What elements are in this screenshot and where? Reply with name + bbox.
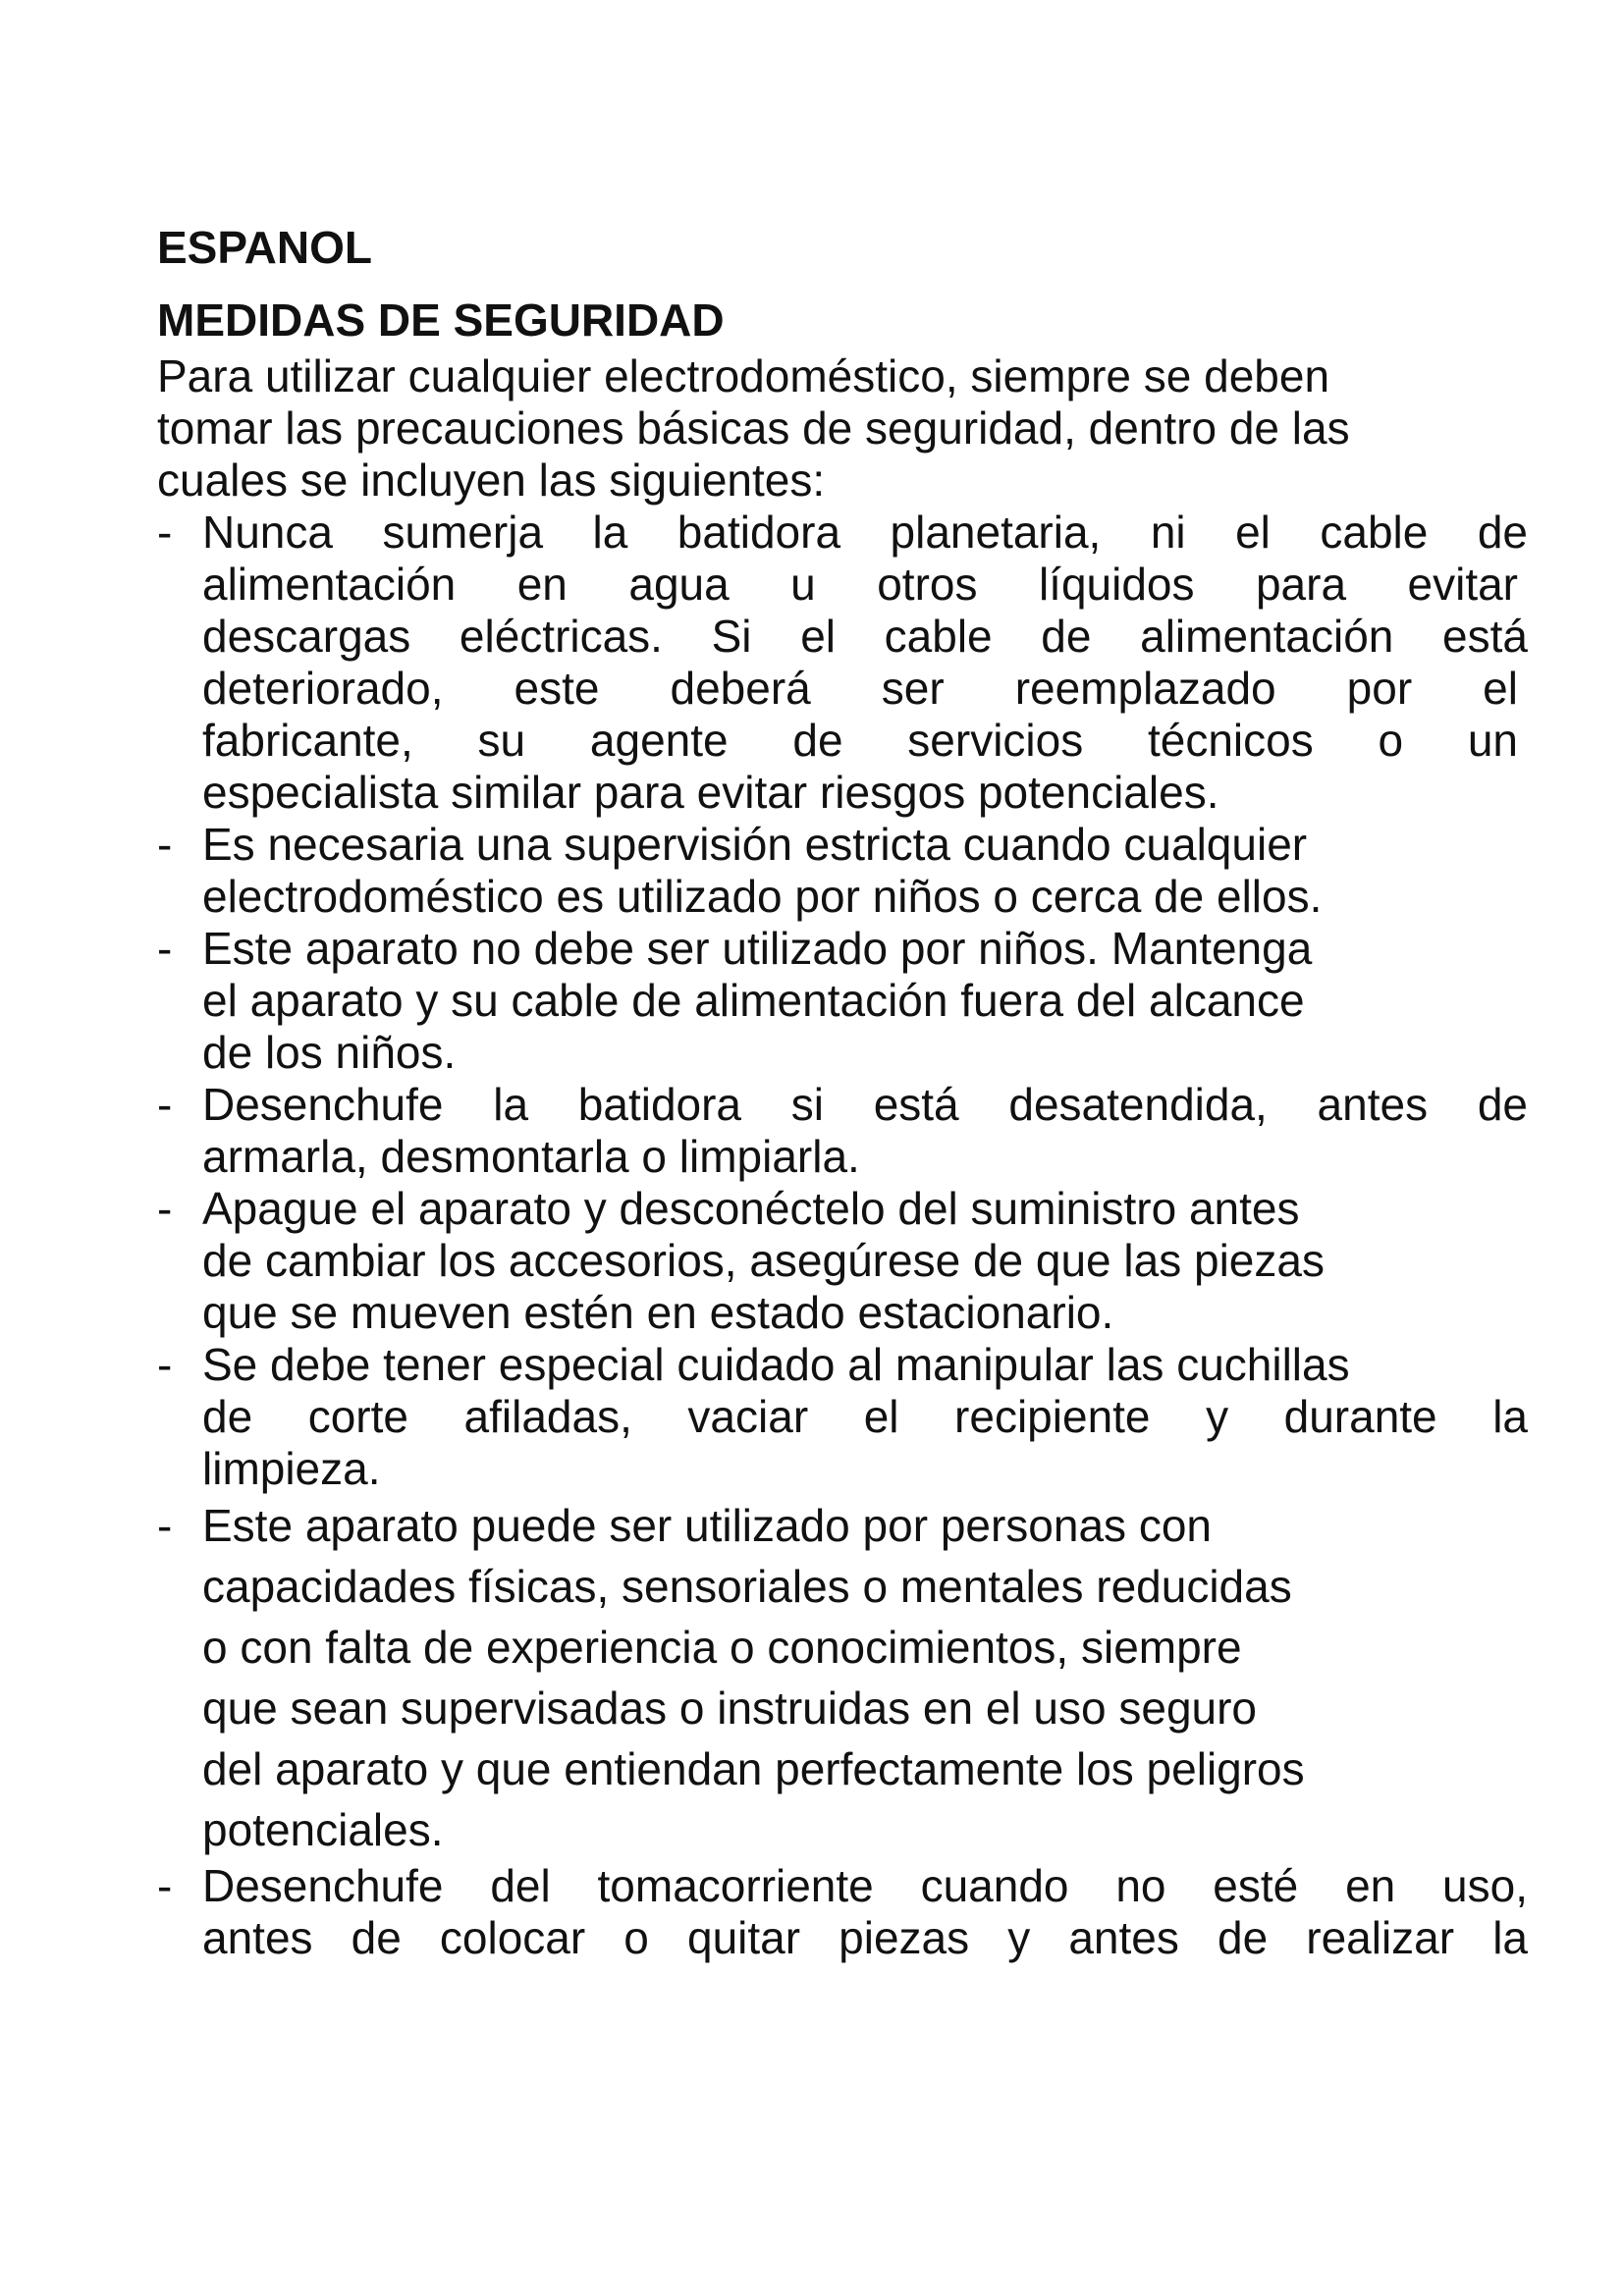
intro-line: Para utilizar cualquier electrodoméstico, siempre se deben	[157, 350, 1330, 401]
item-line: armarla, desmontarla o limpiarla.	[202, 1131, 860, 1182]
list-item	[157, 507, 1532, 819]
item-line: fabricante, su agente de servicios técnicos o un	[202, 715, 1518, 766]
bullet-dash: -	[157, 819, 173, 870]
section-title: MEDIDAS DE SEGURIDAD	[157, 294, 725, 346]
item-line: alimentación en agua u otros líquidos para evitar	[202, 559, 1518, 610]
item-line: antes de colocar o quitar piezas y antes de realizar la	[202, 1912, 1528, 1963]
bullet-dash: -	[157, 923, 173, 974]
list-item	[157, 923, 1532, 1079]
language-heading: ESPANOL	[157, 222, 372, 273]
intro-paragraph	[157, 350, 1522, 507]
item-line: de corte afiladas, vaciar el recipiente y durante la	[202, 1391, 1528, 1442]
bullet-dash: -	[157, 1079, 173, 1130]
list-item	[157, 1339, 1532, 1495]
item-line: o con falta de experiencia o conocimientos, siempre	[202, 1622, 1242, 1673]
item-line: Este aparato puede ser utilizado por personas con	[202, 1500, 1212, 1551]
item-line: del aparato y que entiendan perfectamente los peligros	[202, 1743, 1305, 1794]
item-line: potenciales.	[202, 1804, 444, 1855]
list-item	[157, 1183, 1532, 1339]
item-line: deteriorado, este deberá ser reemplazado por el	[202, 663, 1518, 714]
item-line: que sean supervisadas o instruidas en el uso seguro	[202, 1682, 1258, 1734]
item-line: especialista similar para evitar riesgos potenciales.	[202, 767, 1219, 818]
item-line: que se mueven estén en estado estacionario.	[202, 1287, 1114, 1338]
item-line: descargas eléctricas. Si el cable de alimentación está	[202, 611, 1528, 662]
item-line: de cambiar los accesorios, asegúrese de que las piezas	[202, 1235, 1325, 1286]
item-line: limpieza.	[202, 1443, 381, 1494]
item-line: Desenchufe la batidora si está desatendida, antes de	[202, 1079, 1528, 1130]
bullet-dash: -	[157, 507, 173, 558]
document-page	[157, 221, 1532, 1964]
item-line: de los niños.	[202, 1027, 457, 1078]
item-line: capacidades físicas, sensoriales o mentales reducidas	[202, 1561, 1292, 1612]
bullet-dash: -	[157, 1339, 173, 1390]
intro-line: cuales se incluyen las siguientes:	[157, 454, 826, 506]
bullet-dash: -	[157, 1860, 173, 1911]
item-line: Es necesaria una supervisión estricta cuando cualquier	[202, 819, 1308, 870]
list-item	[157, 1860, 1532, 1964]
bullet-dash: -	[157, 1183, 173, 1234]
item-line: Desenchufe del tomacorriente cuando no esté en uso,	[202, 1860, 1528, 1911]
safety-list	[157, 507, 1532, 1964]
item-line: Este aparato no debe ser utilizado por niños. Mantenga	[202, 923, 1313, 974]
list-item	[157, 819, 1532, 923]
list-item	[157, 1495, 1532, 1860]
item-line: Nunca sumerja la batidora planetaria, ni el cable de	[202, 507, 1528, 558]
list-item	[157, 1079, 1532, 1183]
item-line: Se debe tener especial cuidado al manipular las cuchillas	[202, 1339, 1350, 1390]
item-line: el aparato y su cable de alimentación fuera del alcance	[202, 975, 1305, 1026]
intro-line: tomar las precauciones básicas de seguridad, dentro de las	[157, 402, 1350, 454]
bullet-dash: -	[157, 1500, 173, 1551]
item-line: electrodoméstico es utilizado por niños o cerca de ellos.	[202, 871, 1323, 922]
item-line: Apague el aparato y desconéctelo del suministro antes	[202, 1183, 1300, 1234]
